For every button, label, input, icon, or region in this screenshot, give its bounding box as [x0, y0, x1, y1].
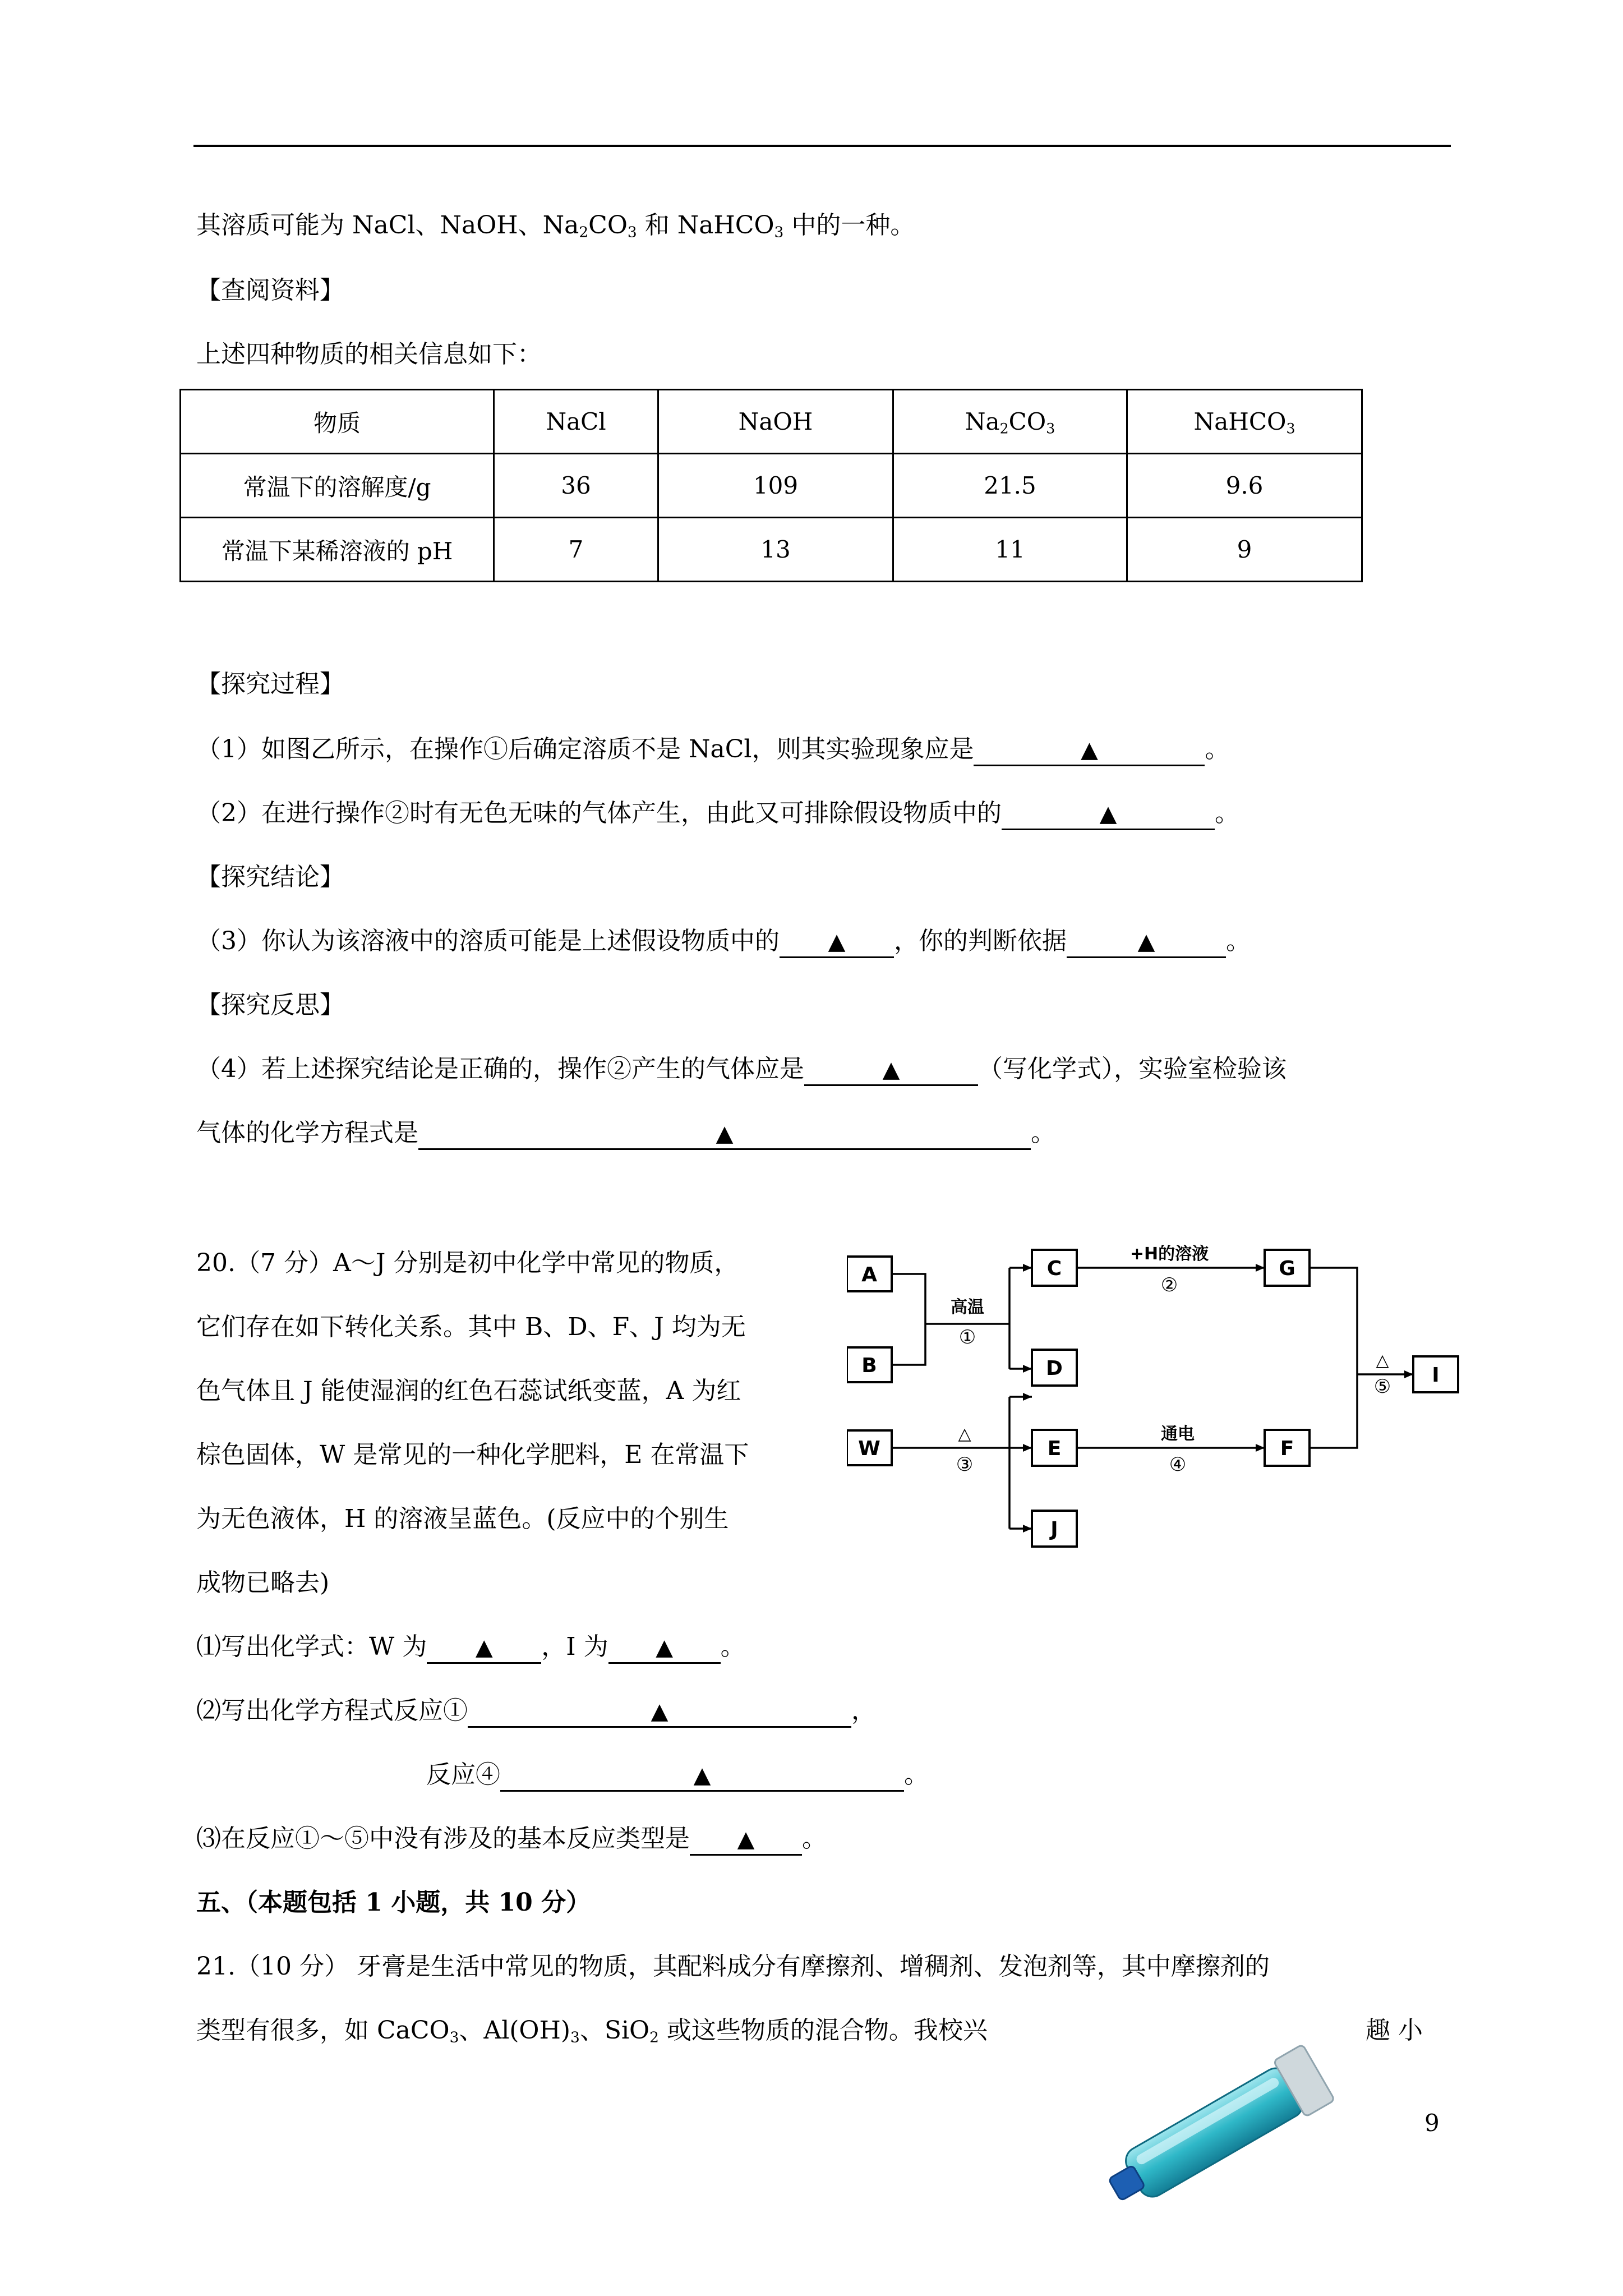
section-5-heading: 五、（本题包括 1 小题，共 10 分）	[196, 1888, 591, 1917]
node-b-label: B	[861, 1354, 877, 1377]
table-row	[181, 454, 1362, 518]
arrowheads	[1023, 1264, 1413, 1533]
question-4-cont: 气体的化学方程式是 ▲ 。	[196, 1116, 1055, 1150]
problem-21-line-2: 类型有很多，如 CaCO$_3$、$Al(OH)_3$、SiO$_2$ 或这些物质的混合物。我校兴 趣 小	[196, 2016, 1423, 2046]
question-4: （4）若上述探究结论是正确的，操作②产生的气体应是 ▲ （写化学式），实验室检验该	[196, 1052, 1287, 1086]
table-header-cell: 物质	[181, 390, 494, 454]
answer-blank[interactable]: ▲	[1067, 927, 1226, 958]
answer-blank[interactable]: ▲	[608, 1632, 721, 1664]
properties-table	[179, 389, 1363, 582]
table-cell: 9.6	[1127, 454, 1362, 518]
answer-blank[interactable]: ▲	[418, 1119, 1031, 1150]
problem-20-q3: ⑶在反应①～⑤中没有涉及的基本反应类型是 ▲ 。	[196, 1822, 827, 1856]
cond-1: 高温	[951, 1297, 984, 1317]
problem-20-line: 为无色液体，H 的溶液呈蓝色。(反应中的个别生	[196, 1504, 729, 1533]
node-a-label: A	[861, 1263, 877, 1286]
node-i-label: I	[1432, 1364, 1440, 1387]
answer-blank[interactable]: ▲	[427, 1632, 541, 1664]
node-c-label: C	[1046, 1257, 1062, 1280]
problem-21-line-1: 21.（10 分） 牙膏是生活中常见的物质，其配料成分有摩擦剂、增稠剂、发泡剂等，其中摩擦剂的	[196, 1952, 1270, 1981]
node-w-label: W	[858, 1437, 880, 1460]
header-rule	[193, 145, 1451, 147]
problem-20-q1: ⑴写出化学式：W 为 ▲ ，I 为 ▲ 。	[196, 1630, 745, 1664]
table-cell: 36	[494, 454, 658, 518]
question-3: （3）你认为该溶液中的溶质可能是上述假设物质中的 ▲ ，你的判断依据 ▲ 。	[196, 924, 1251, 958]
table-cell: 21.5	[893, 454, 1127, 518]
answer-blank[interactable]: ▲	[468, 1696, 851, 1728]
intro-line: 其溶质可能为 NaCl、NaOH、$Na_2CO_3$ 和 NaHCO$_3$ 中的一种。	[196, 211, 915, 241]
table-header-cell: NaHCO$_3$	[1127, 390, 1362, 454]
problem-20-line: 它们存在如下转化关系。其中 B、D、F、J 均为无	[196, 1313, 746, 1341]
node-g-label: G	[1279, 1257, 1295, 1280]
page-number: 9	[1424, 2109, 1440, 2137]
node-e-label: E	[1047, 1437, 1062, 1460]
question-2: （2）在进行操作②时有无色无味的气体产生，由此又可排除假设物质中的 ▲ 。	[196, 797, 1239, 830]
table-cell: 7	[494, 518, 658, 582]
num-5: ⑤	[1373, 1375, 1391, 1398]
num-4: ④	[1169, 1453, 1187, 1476]
section-reflect: 【探究反思】	[196, 991, 344, 1019]
problem-20-line: 色气体且 J 能使湿润的红色石蕊试纸变蓝，A 为红	[196, 1377, 741, 1405]
table-intro: 上述四种物质的相关信息如下：	[196, 340, 542, 369]
table-cell: 109	[658, 454, 893, 518]
section-conclusion: 【探究结论】	[196, 863, 344, 891]
num-2: ②	[1160, 1274, 1178, 1296]
cond-3: △	[958, 1424, 971, 1444]
reaction-diagram	[847, 1228, 1475, 1576]
node-d-label: D	[1046, 1357, 1063, 1380]
table-cell: 9	[1127, 518, 1362, 582]
num-1: ①	[958, 1326, 976, 1349]
problem-20-line: 20.（7 分）A～J 分别是初中化学中常见的物质，	[196, 1249, 739, 1277]
problem-20-line: 成物已略去)	[196, 1568, 330, 1597]
question-1: （1）如图乙所示，在操作①后确定溶质不是 NaCl，则其实验现象应是 ▲ 。	[196, 733, 1229, 766]
num-3: ③	[956, 1453, 974, 1476]
node-f-label: F	[1280, 1437, 1294, 1460]
answer-blank[interactable]: ▲	[974, 735, 1205, 766]
table-header-cell: $Na_2CO_3$	[893, 390, 1127, 454]
cond-2: +H的溶液	[1129, 1244, 1209, 1264]
section-chayue: 【查阅资料】	[196, 276, 344, 305]
answer-blank[interactable]: ▲	[500, 1760, 904, 1792]
problem-20-line: 棕色固体，W 是常见的一种化学肥料，E 在常温下	[196, 1441, 749, 1469]
cond-5: △	[1376, 1351, 1389, 1370]
node-j-label: J	[1050, 1518, 1058, 1541]
answer-blank[interactable]: ▲	[1002, 799, 1215, 830]
answer-blank[interactable]: ▲	[690, 1824, 802, 1856]
table-header-cell: NaCl	[494, 390, 658, 454]
cond-4: 通电	[1161, 1424, 1195, 1444]
table-header-row	[181, 390, 1362, 454]
table-header-cell: NaOH	[658, 390, 893, 454]
toothpaste-tube-image	[1085, 2042, 1349, 2210]
table-cell: 常温下的溶解度/g	[181, 454, 494, 518]
table-cell: 常温下某稀溶液的 pH	[181, 518, 494, 582]
section-process: 【探究过程】	[196, 670, 344, 698]
table-cell: 13	[658, 518, 893, 582]
answer-blank[interactable]: ▲	[780, 927, 894, 958]
answer-blank[interactable]: ▲	[804, 1055, 978, 1086]
table-row	[181, 518, 1362, 582]
problem-20-q2-cont: 反应④ ▲ 。	[426, 1758, 929, 1792]
problem-20-q2: ⑵写出化学方程式反应① ▲ ，	[196, 1694, 876, 1728]
table-cell: 11	[893, 518, 1127, 582]
